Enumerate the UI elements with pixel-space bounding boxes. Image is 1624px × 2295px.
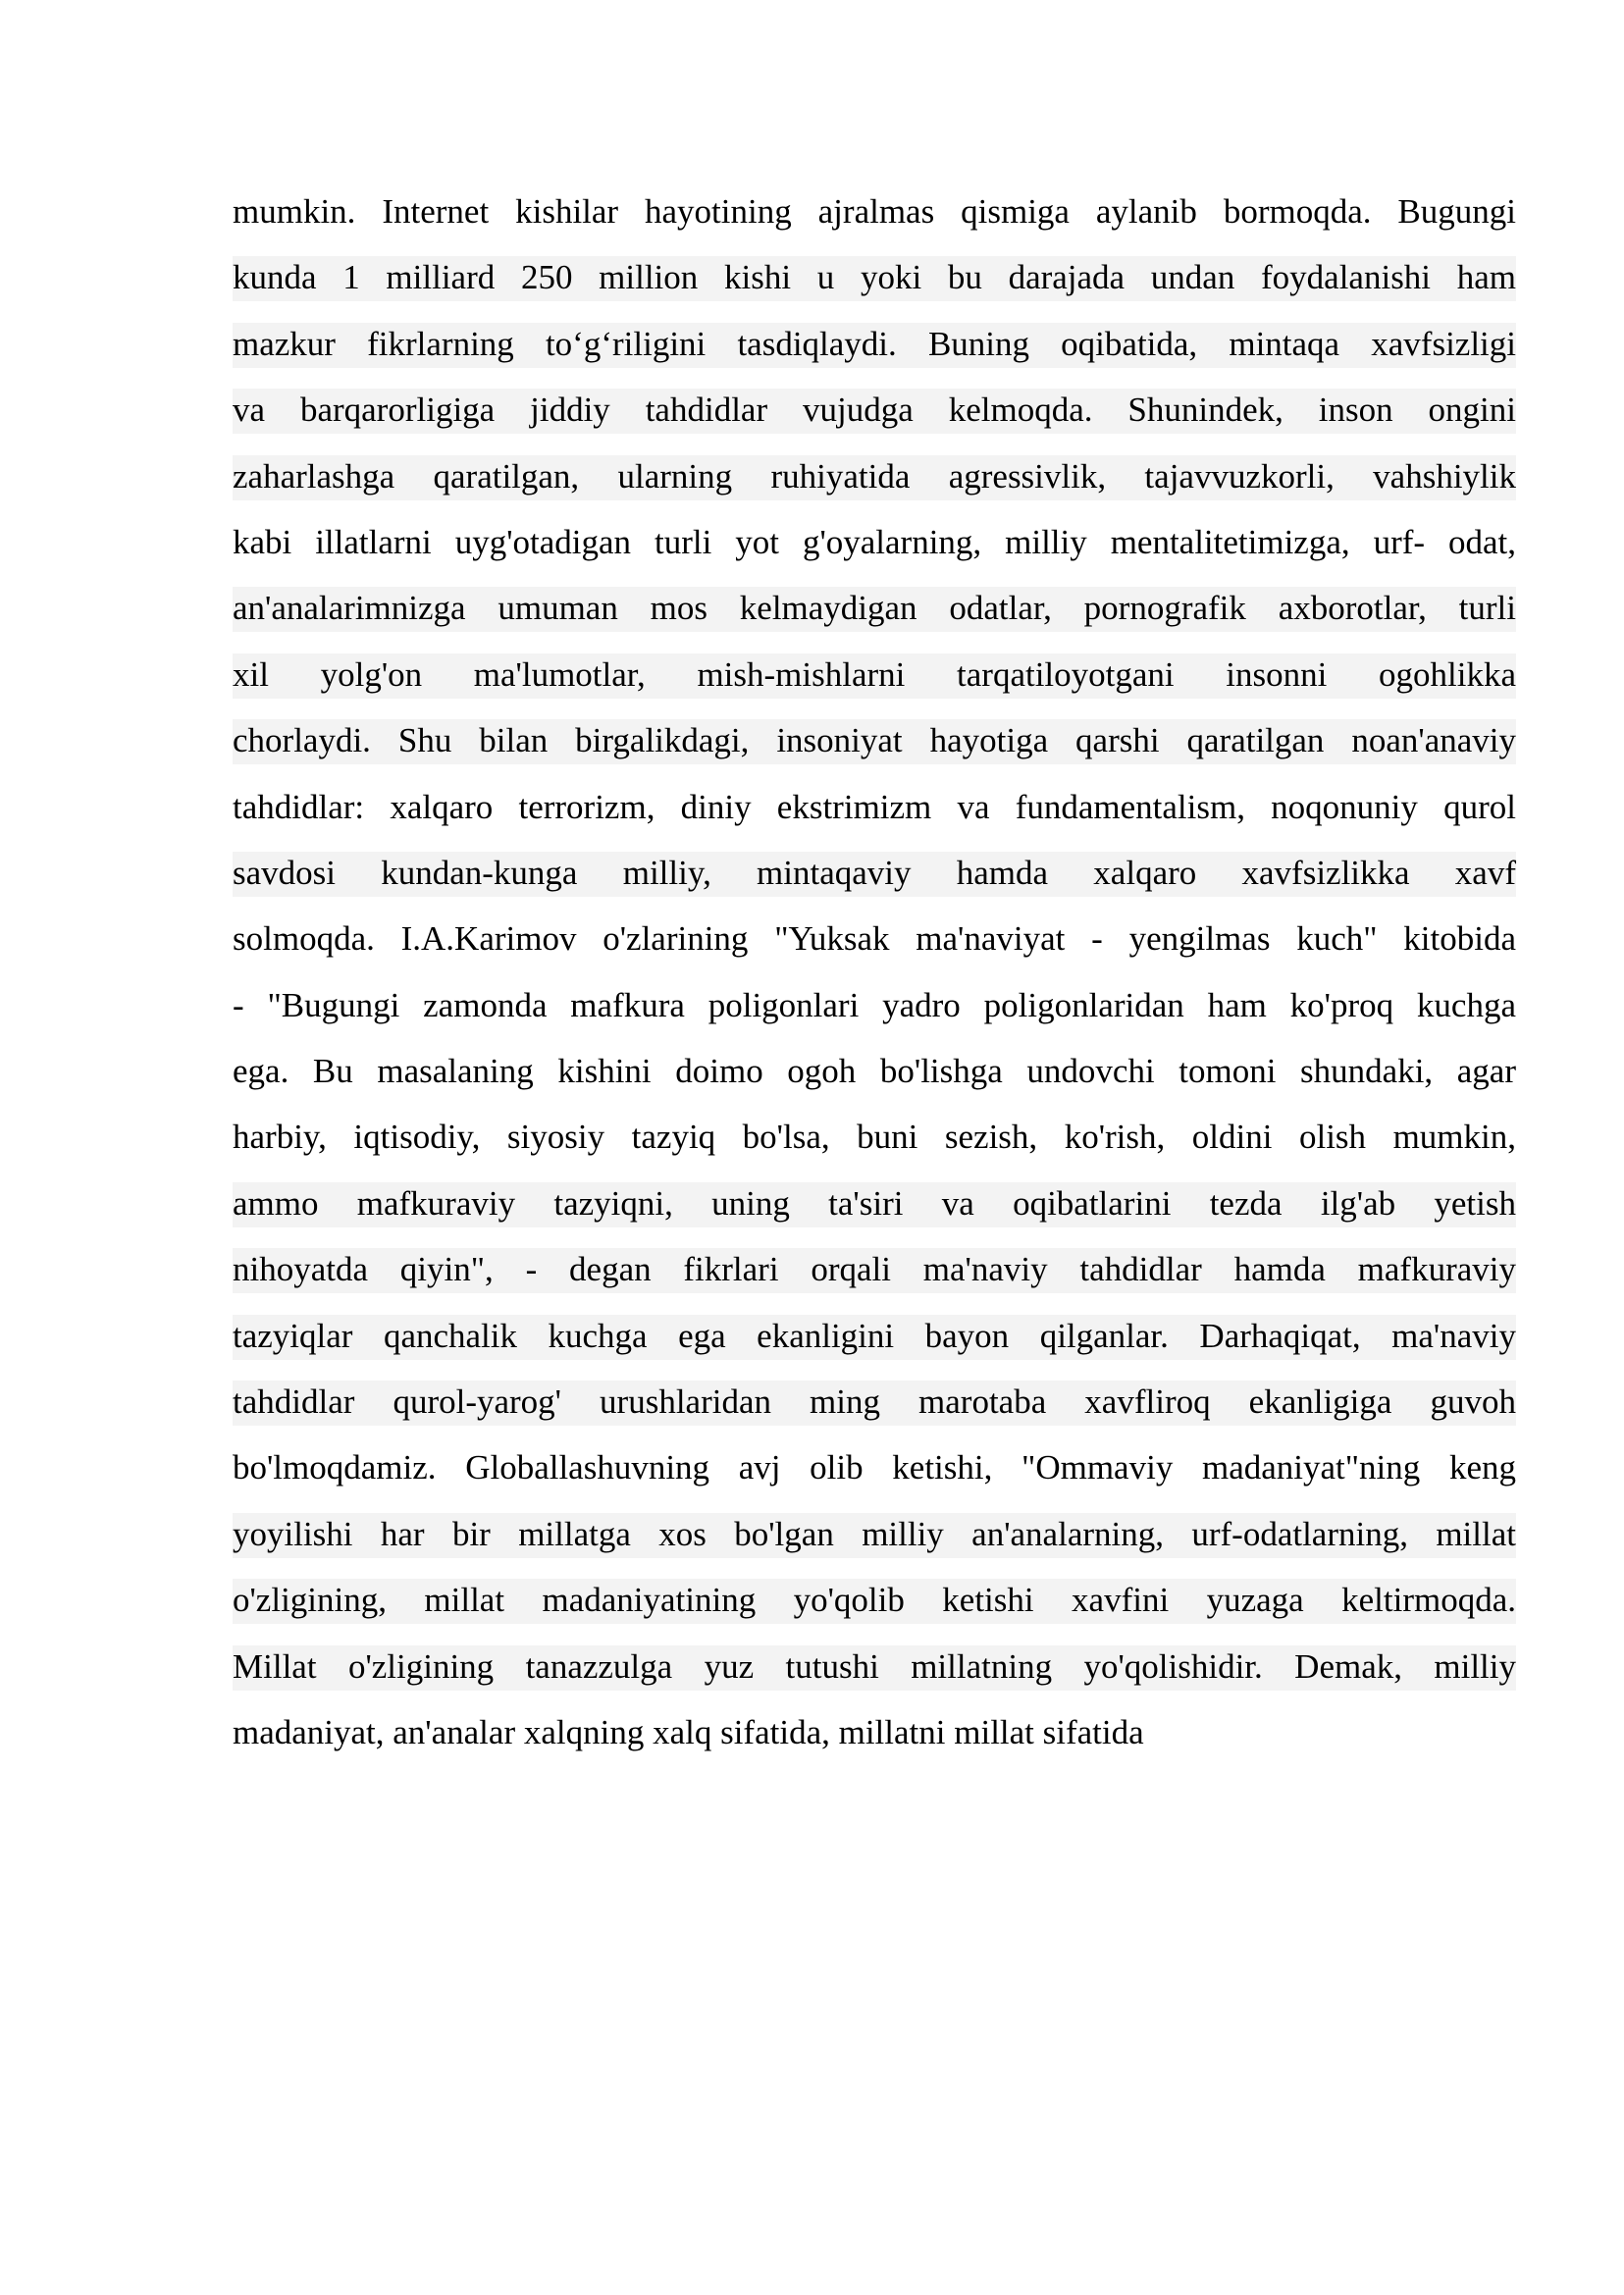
- text-line: mazkur fikrlarning to‘g‘riligini tasdiqlaydi. Buning oqibatida, mintaqa xavfsizligi: [233, 311, 1516, 377]
- text-line: chorlaydi. Shu bilan birgalikdagi, insoniyat hayotiga qarshi qaratilgan noan'anaviy: [233, 707, 1516, 773]
- text-line: solmoqda. I.A.Karimov o'zlarining "Yuksak ma'naviyat - yengilmas kuch" kitobida: [233, 919, 1516, 959]
- text-line: mumkin. Internet kishilar hayotining ajralmas qismiga aylanib bormoqda. Bugungi: [233, 192, 1516, 231]
- text-line: nihoyatda qiyin", - degan fikrlari orqali ma'naviy tahdidlar hamda mafkuraviy: [233, 1236, 1516, 1302]
- text-line: tahdidlar: xalqaro terrorizm, diniy ekstrimizm va fundamentalism, noqonuniy qurol: [233, 787, 1516, 826]
- text-line: xil yolg'on ma'lumotlar, mish-mishlarni tarqatiloyotgani insonni ogohlikka: [233, 642, 1516, 707]
- text-line: Millat o'zligining tanazzulga yuz tutushi millatning yo'qolishidir. Demak, milliy: [233, 1634, 1516, 1699]
- text-line: harbiy, iqtisodiy, siyosiy tazyiq bo'lsa, buni sezish, ko'rish, oldini olish mumkin,: [233, 1118, 1516, 1157]
- text-line: va barqarorligiga jiddiy tahdidlar vujudga kelmoqda. Shunindek, inson ongini: [233, 377, 1516, 443]
- text-line: savdosi kundan-kunga milliy, mintaqaviy hamda xalqaro xavfsizlikka xavf: [233, 840, 1516, 906]
- text-line: - "Bugungi zamonda mafkura poligonlari yadro poligonlaridan ham ko'proq kuchga: [233, 985, 1516, 1024]
- text-line: an'analarimnizga umuman mos kelmaydigan odatlar, pornografik axborotlar, turli: [233, 575, 1516, 641]
- text-line: kabi illatlarni uyg'otadigan turli yot g'oyalarning, milliy mentalitetimizga, urf- odat,: [233, 522, 1516, 561]
- text-line: tahdidlar qurol-yarog' urushlaridan ming marotaba xavfliroq ekanligiga guvoh: [233, 1369, 1516, 1434]
- text-line: ammo mafkuraviy tazyiqni, uning ta'siri va oqibatlarini tezda ilg'ab yetish: [233, 1171, 1516, 1236]
- text-line: kunda 1 milliard 250 million kishi u yoki bu darajada undan foydalanishi ham: [233, 244, 1516, 310]
- text-line: tazyiqlar qanchalik kuchga ega ekanligini bayon qilganlar. Darhaqiqat, ma'naviy: [233, 1303, 1516, 1369]
- text-line: ega. Bu masalaning kishini doimo ogoh bo'lishga undovchi tomoni shundaki, agar: [233, 1052, 1516, 1091]
- body-paragraph: [233, 179, 1516, 1765]
- text-line: o'zligining, millat madaniyatining yo'qolib ketishi xavfini yuzaga keltirmoqda.: [233, 1567, 1516, 1633]
- text-line: bo'lmoqdamiz. Globallashuvning avj olib ketishi, "Ommaviy madaniyat"ning keng: [233, 1448, 1516, 1487]
- text-line: madaniyat, an'analar xalqning xalq sifatida, millatni millat sifatida: [233, 1712, 1144, 1751]
- text-line: yoyilishi har bir millatga xos bo'lgan milliy an'analarning, urf-odatlarning, millat: [233, 1501, 1516, 1567]
- text-line: zaharlashga qaratilgan, ularning ruhiyatida agressivlik, tajavvuzkorli, vahshiylik: [233, 443, 1516, 509]
